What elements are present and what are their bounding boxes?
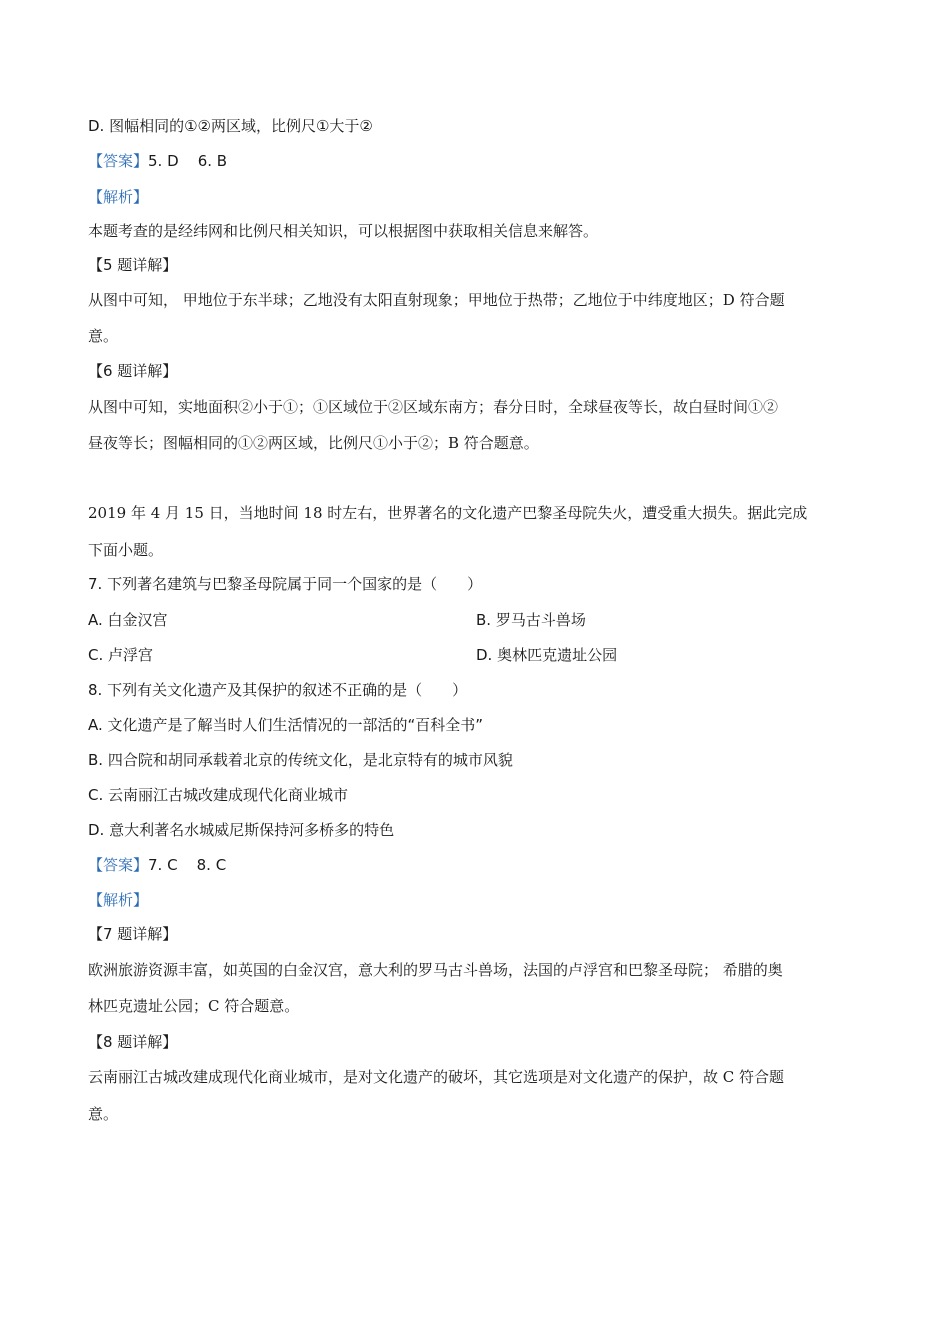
intro-line1: 2019 年 4 月 15 日，当地时间 18 时左右，世界著名的文化遗产巴黎圣母院失火，遭受重大损失。据此完成 bbox=[88, 504, 808, 522]
answer-line-1 bbox=[88, 151, 227, 171]
q6-option-d: D. 图幅相同的①②两区域，比例尺①大于② bbox=[88, 117, 373, 135]
q7-detail-line1: 欧洲旅游资源丰富，如英国的白金汉宫，意大利的罗马古斗兽场，法国的卢浮宫和巴黎圣母院； 希腊的奥 bbox=[88, 961, 783, 979]
q7-option-c: C. 卢浮宫 bbox=[88, 646, 154, 664]
analysis-tag: 【解析】 bbox=[88, 188, 149, 206]
q8-option-a: A. 文化遗产是了解当时人们生活情况的一部活的“百科全书” bbox=[88, 716, 484, 734]
q8-detail-line2: 意。 bbox=[88, 1105, 119, 1123]
q5-detail-line1: 从图中可知， 甲地位于东半球；乙地没有太阳直射现象；甲地位于热带；乙地位于中纬度地区；D 符合题 bbox=[88, 291, 785, 309]
q7-detail-heading: 【7 题详解】 bbox=[88, 925, 178, 943]
q7-option-d: D. 奥林匹克遗址公园 bbox=[476, 646, 618, 664]
q6-detail-line1: 从图中可知，实地面积②小于①；①区域位于②区域东南方；春分日时，全球昼夜等长，故白昼时间①② bbox=[88, 398, 779, 416]
q5-detail-line2: 意。 bbox=[88, 327, 119, 345]
answer-text: 5. D 6. B bbox=[148, 152, 228, 170]
q8-detail-line1: 云南丽江古城改建成现代化商业城市，是对文化遗产的破坏，其它选项是对文化遗产的保护，故 C 符合题 bbox=[88, 1068, 785, 1086]
q6-detail-heading: 【6 题详解】 bbox=[88, 362, 178, 380]
q7-option-a: A. 白金汉宫 bbox=[88, 611, 168, 629]
answer-tag: 【答案】 bbox=[88, 856, 149, 874]
answer-tag: 【答案】 bbox=[88, 152, 149, 170]
q8-stem: 8. 下列有关文化遗产及其保护的叙述不正确的是（ ） bbox=[88, 681, 468, 699]
answer-line-2 bbox=[88, 855, 226, 875]
answer-text: 7. C 8. C bbox=[148, 856, 227, 874]
q6-detail-line2: 昼夜等长；图幅相同的①②两区域，比例尺①小于②；B 符合题意。 bbox=[88, 434, 539, 452]
q7-detail-line2: 林匹克遗址公园；C 符合题意。 bbox=[88, 997, 300, 1015]
q5-detail-heading: 【5 题详解】 bbox=[88, 256, 178, 274]
q8-option-b: B. 四合院和胡同承载着北京的传统文化，是北京特有的城市风貌 bbox=[88, 751, 513, 769]
q7-option-b: B. 罗马古斗兽场 bbox=[476, 611, 586, 629]
q8-detail-heading: 【8 题详解】 bbox=[88, 1033, 178, 1051]
analysis-text: 本题考查的是经纬网和比例尺相关知识，可以根据图中获取相关信息来解答。 bbox=[88, 222, 599, 240]
analysis-tag: 【解析】 bbox=[88, 891, 149, 909]
q7-stem: 7. 下列著名建筑与巴黎圣母院属于同一个国家的是（ ） bbox=[88, 575, 483, 593]
intro-line2: 下面小题。 bbox=[88, 541, 164, 559]
q8-option-d: D. 意大利著名水城威尼斯保持河多桥多的特色 bbox=[88, 821, 395, 839]
q8-option-c: C. 云南丽江古城改建成现代化商业城市 bbox=[88, 786, 349, 804]
